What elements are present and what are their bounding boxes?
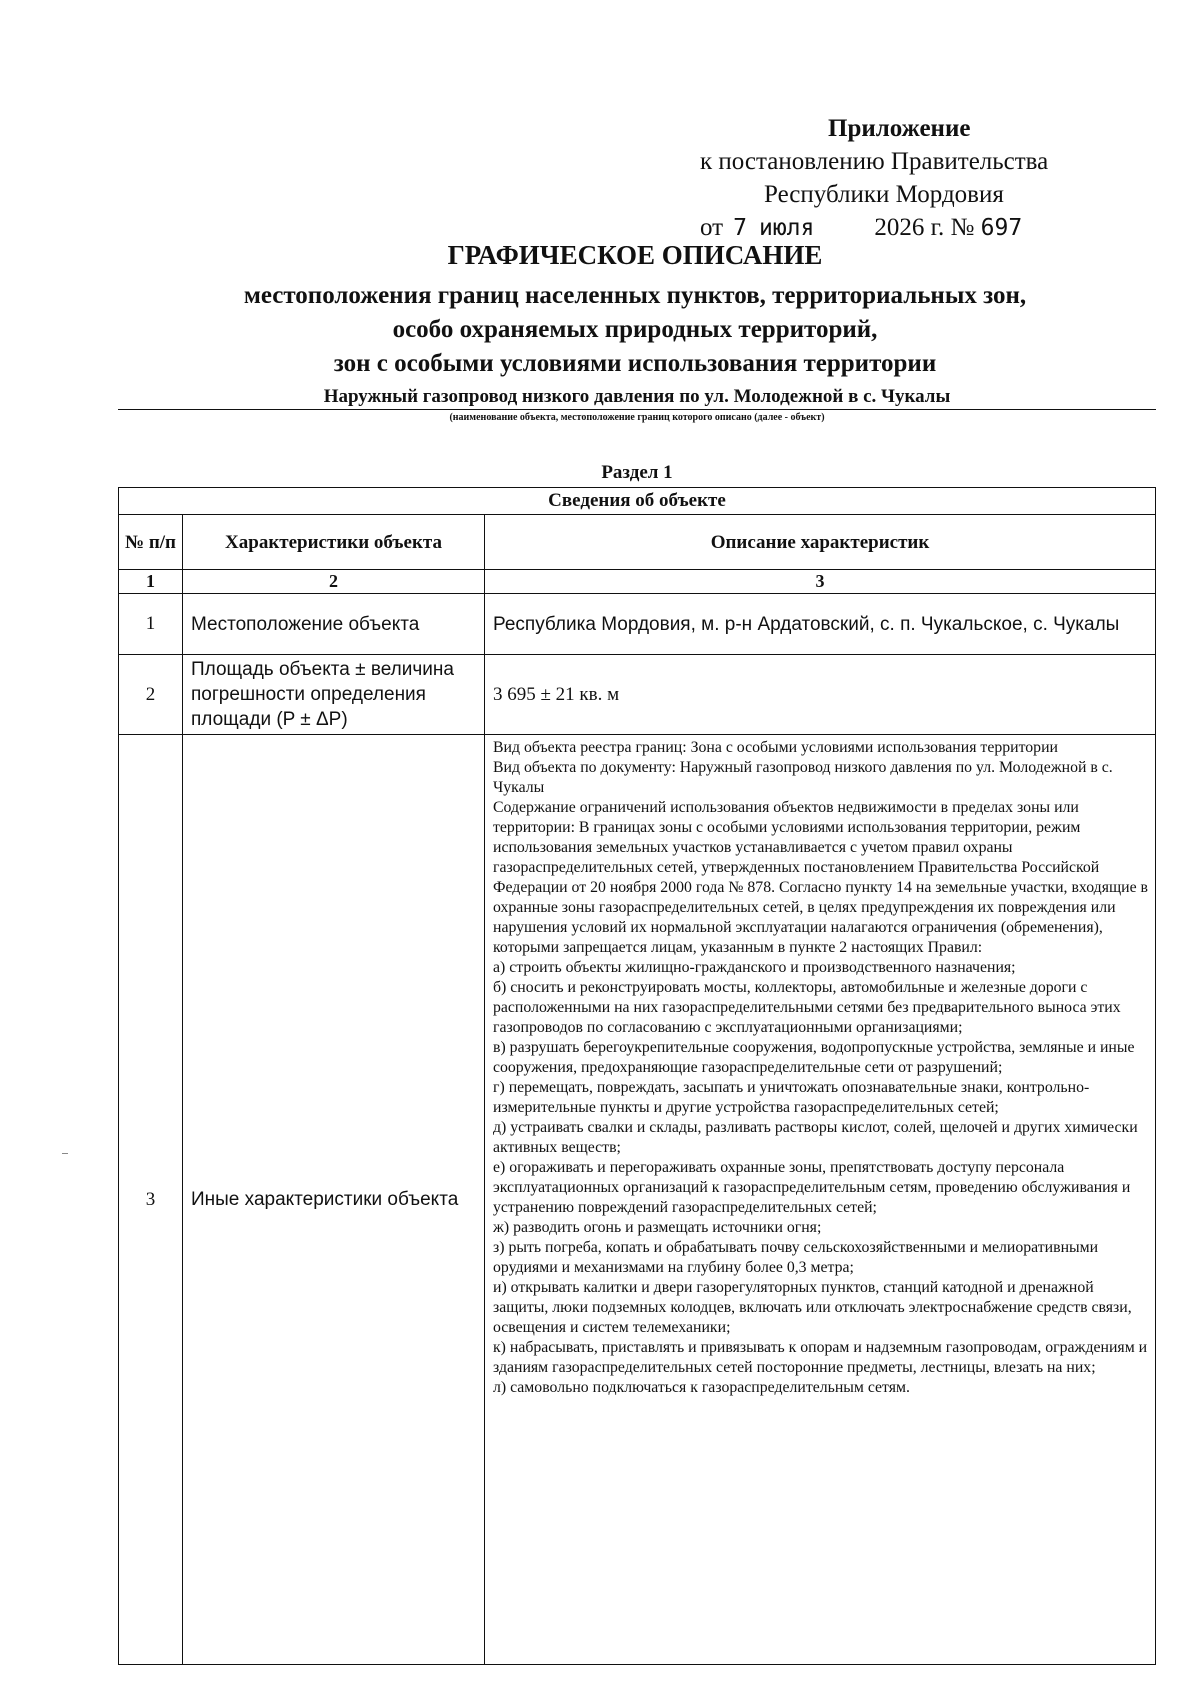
value-paragraph: Содержание ограничений использования объектов недвижимости в пределах зоны или территории: В границах зоны с особыми условиями использования территории, режим использования земельных участков устанавливается с учетом правил охраны газораспределительных сетей, утвержденных постановлением Правительства Российской Федерации от 20 ноября 2000 года № 878. Согласно пункту 14 на земельные участки, входящие в охранные зоны газораспределительных сетей, в целях предупреждения их повреждения или нарушения условий их нормальной эксплуатации налагаются ограничения (обременения), которыми запрещается лицам, указанным в пункте 2 настоящих Правил:	[493, 799, 1148, 956]
row-number: 2	[119, 655, 183, 735]
object-info-table	[118, 487, 1156, 1665]
object-underline	[118, 409, 1156, 410]
subtitle-line: местоположения границ населенных пунктов, территориальных зон,	[243, 282, 1027, 309]
row-value-long	[485, 735, 1156, 1665]
row-name: Иные характеристики объекта	[183, 735, 485, 1665]
value-paragraph: з) рыть погреба, копать и обрабатывать почву сельскохозяйственными и мелиоративными орудиями и механизмами на глубину более 0,3 метра;	[493, 1239, 1099, 1276]
header-col-number: 2	[183, 570, 485, 594]
row-value: Республика Мордовия, м. р-н Ардатовский, с. п. Чукальское, с. Чукалы	[485, 594, 1156, 655]
row-name: Местоположение объекта	[183, 594, 485, 655]
decree-number: 697	[980, 215, 1023, 241]
date-year: 2026 г. №	[874, 214, 975, 241]
header-num: № п/п	[119, 515, 183, 570]
subtitle-line: особо охраняемых природных территорий,	[392, 316, 878, 343]
date-month: июля	[758, 215, 815, 241]
table-row	[119, 594, 1156, 655]
header-characteristics: Характеристики объекта	[183, 515, 485, 570]
document-subtitle	[190, 279, 1080, 381]
value-paragraph: д) устраивать свалки и склады, разливать растворы кислот, солей, щелочей и других химически активных веществ;	[493, 1119, 1138, 1156]
margin-mark	[62, 1153, 68, 1154]
value-paragraph: л) самовольно подключаться к газораспределительным сетям.	[493, 1379, 910, 1396]
appendix-line-3: Республики Мордовия	[764, 181, 1004, 208]
row-number: 3	[119, 735, 183, 1665]
table-row	[119, 655, 1156, 735]
appendix-title: Приложение	[828, 115, 971, 142]
value-paragraph: а) строить объекты жилищно-гражданского и производственного назначения;	[493, 959, 1016, 976]
object-name: Наружный газопровод низкого давления по ул. Молодежной в с. Чукалы	[323, 386, 951, 407]
value-paragraph: е) огораживать и перегораживать охранные зоны, препятствовать доступу персонала эксплуатационных организаций к газораспределительным сетям, проведению обслуживания и устранению повреждений газораспределительных сетей;	[493, 1159, 1131, 1216]
date-prefix: от	[700, 214, 724, 241]
header-description: Описание характеристик	[485, 515, 1156, 570]
value-paragraph: г) перемещать, повреждать, засыпать и уничтожать опознавательные знаки, контрольно-измерительные пункты и другие устройства газораспределительных сетей;	[493, 1079, 1090, 1116]
value-paragraph: и) открывать калитки и двери газорегуляторных пунктов, станций катодной и дренажной защиты, люки подземных колодцев, включать или отключать электроснабжение средств связи, освещения и систем телемеханики;	[493, 1279, 1132, 1336]
table-caption: Сведения об объекте	[119, 488, 1156, 515]
section-title: Раздел 1	[601, 462, 673, 483]
document-title: ГРАФИЧЕСКОЕ ОПИСАНИЕ	[447, 240, 823, 270]
subtitle-line: зон с особыми условиями использования территории	[333, 350, 937, 377]
header-col-number: 1	[119, 570, 183, 594]
table-row	[119, 735, 1156, 1665]
header-col-number: 3	[485, 570, 1156, 594]
value-paragraph: Вид объекта реестра границ: Зона с особыми условиями использования территории	[493, 739, 1058, 756]
row-name: Площадь объекта ± величина погрешности определения площади (P ± ΔP)	[183, 655, 485, 735]
date-day: 7	[733, 215, 747, 241]
row-number: 1	[119, 594, 183, 655]
row-value: 3 695 ± 21 кв. м	[485, 655, 1156, 735]
value-paragraph: к) набрасывать, приставлять и привязывать к опорам и надземным газопроводам, ограждениям и зданиям газораспределительных сетей посторонние предметы, лестницы, влезать на них;	[493, 1339, 1148, 1376]
value-paragraph: б) сносить и реконструировать мосты, коллекторы, автомобильные и железные дороги с расположенными на них газораспределительными сетями без предварительного выноса этих газопроводов по согласованию с эксплуатационными организациями;	[493, 979, 1121, 1036]
value-paragraph: Вид объекта по документу: Наружный газопровод низкого давления по ул. Молодежной в с. Чукалы	[493, 759, 1113, 796]
object-note: (наименование объекта, местоположение границ которого описано (далее - объект)	[449, 412, 825, 423]
appendix-block	[700, 112, 1120, 245]
value-paragraph: в) разрушать берегоукрепительные сооружения, водопропускные устройства, земляные и иные сооружения, предохраняющие газораспределительные сети от разрушений;	[493, 1039, 1135, 1076]
appendix-line-2: к постановлению Правительства	[700, 148, 1049, 175]
value-paragraph: ж) разводить огонь и размещать источники огня;	[493, 1219, 822, 1236]
